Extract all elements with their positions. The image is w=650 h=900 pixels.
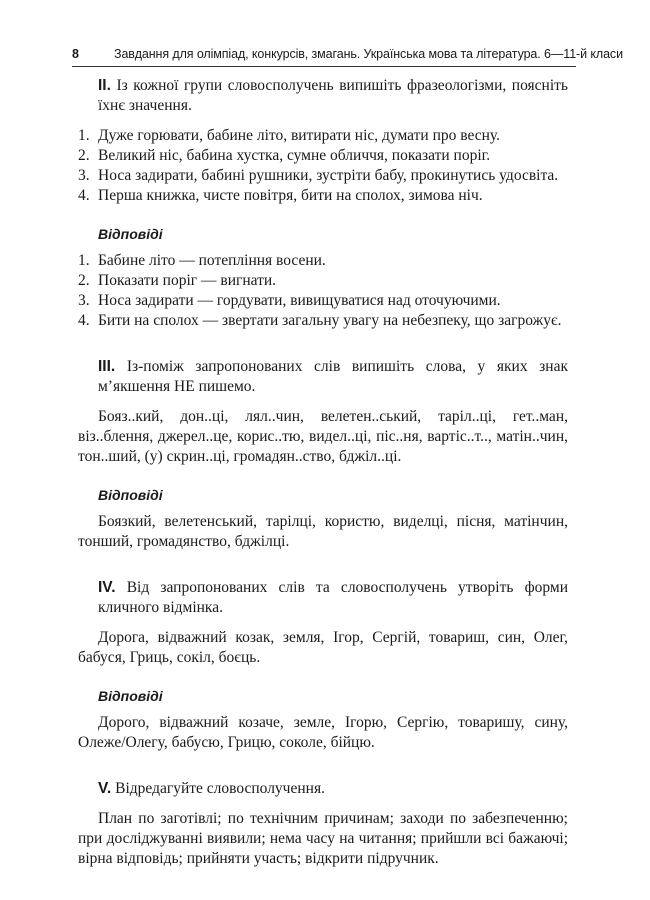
task-2-text: Із кожної групи словосполучень випишіть фразеологізми, поясніть їхнє значення. bbox=[98, 77, 568, 114]
answer-3: Боязкий, велетенський, тарілці, користю, виделці, пісня, матінчин, тонший, громадянство, бджілці. bbox=[78, 513, 568, 550]
list-item-number: 1. bbox=[78, 127, 90, 144]
list-item bbox=[78, 166, 568, 186]
task-5-number: V. bbox=[98, 780, 112, 797]
task-3-number: III. bbox=[98, 358, 116, 375]
task-3-text: Із-поміж запропонованих слів випишіть слова, у яких знак м’якшення НЕ пишемо. bbox=[98, 358, 568, 395]
list-item-text: Показати поріг — вигнати. bbox=[98, 272, 277, 289]
answers-heading-3: Відповіді bbox=[98, 487, 163, 503]
list-item bbox=[78, 126, 568, 146]
list-item-number: 2. bbox=[78, 272, 90, 289]
list-item bbox=[78, 146, 568, 166]
task-4-text: Від запропонованих слів та словосполучень утворіть форми кличного відмінка. bbox=[98, 579, 568, 616]
answers-heading-2: Відповіді bbox=[98, 226, 163, 242]
list-item-text: Великий ніс, бабина хустка, сумне обличчя, показати поріг. bbox=[98, 147, 491, 164]
task-4-words: Дорога, відважний козак, земля, Ігор, Сергій, товариш, син, Олег, бабуся, Гриць, сокіл, боєць. bbox=[78, 629, 568, 666]
task-2-list bbox=[78, 126, 568, 206]
list-item bbox=[78, 251, 568, 271]
task-5-text-block: План по заготівлі; по технічним причинам; заходи по забезпеченню; при досліджуванні виявили; нема часу на читання; прийшли всі бажаючі; вірна відповідь; прийняти участь; відкрити підручник. bbox=[78, 810, 568, 867]
list-item-number: 2. bbox=[78, 147, 90, 164]
answer-4: Дорого, відважний козаче, земле, Ігорю, Сергію, товаришу, сину, Олеже/Олегу, бабусю, Грицю, соколе, бійцю. bbox=[78, 714, 568, 751]
page-content bbox=[78, 76, 568, 887]
list-item-text: Перша книжка, чисте повітря, бити на сполох, зимова ніч. bbox=[98, 187, 483, 204]
running-title: Завдання для олімпіад, конкурсів, змагань. Українська мова та література. 6—11-й класи bbox=[114, 47, 623, 61]
answers-2-list bbox=[78, 251, 568, 331]
list-item-number: 3. bbox=[78, 167, 90, 184]
list-item bbox=[78, 291, 568, 311]
task-3-words: Бояз..кий, дон..ці, лял..чин, велетен..ський, таріл..ці, гет..ман, віз..блення, джерел..це, корис..тю, видел..ці, піс..ня, вартіс..т.., матін..чин, тон..ший, (у) скрин..ці, громадян..ство, бджіл..ці. bbox=[78, 408, 568, 465]
list-item-text: Носа задирати — гордувати, вивищуватися над оточуючими. bbox=[98, 292, 501, 309]
list-item bbox=[78, 271, 568, 291]
list-item-text: Бити на сполох — звертати загальну увагу на небезпеку, що загрожує. bbox=[98, 312, 562, 329]
list-item bbox=[78, 311, 568, 331]
list-item bbox=[78, 186, 568, 206]
answers-heading-4: Відповіді bbox=[98, 688, 163, 704]
list-item-number: 4. bbox=[78, 312, 90, 329]
list-item-number: 4. bbox=[78, 187, 90, 204]
list-item-text: Дуже горювати, бабине літо, витирати ніс, думати про весну. bbox=[98, 127, 501, 144]
task-4-number: IV. bbox=[98, 579, 116, 596]
task-2 bbox=[98, 76, 568, 116]
list-item-text: Бабине літо — потепління восени. bbox=[98, 252, 326, 269]
task-2-number: II. bbox=[98, 77, 111, 94]
task-5 bbox=[98, 779, 568, 799]
task-4 bbox=[98, 578, 568, 618]
running-header bbox=[72, 44, 623, 67]
list-item-number: 1. bbox=[78, 252, 90, 269]
task-5-text: Відредагуйте словосполучення. bbox=[115, 780, 325, 797]
list-item-text: Носа задирати, бабині рушники, зустріти бабу, прокинутись удосвіта. bbox=[98, 167, 559, 184]
task-3 bbox=[98, 357, 568, 397]
list-item-number: 3. bbox=[78, 292, 90, 309]
page-number: 8 bbox=[72, 47, 79, 61]
